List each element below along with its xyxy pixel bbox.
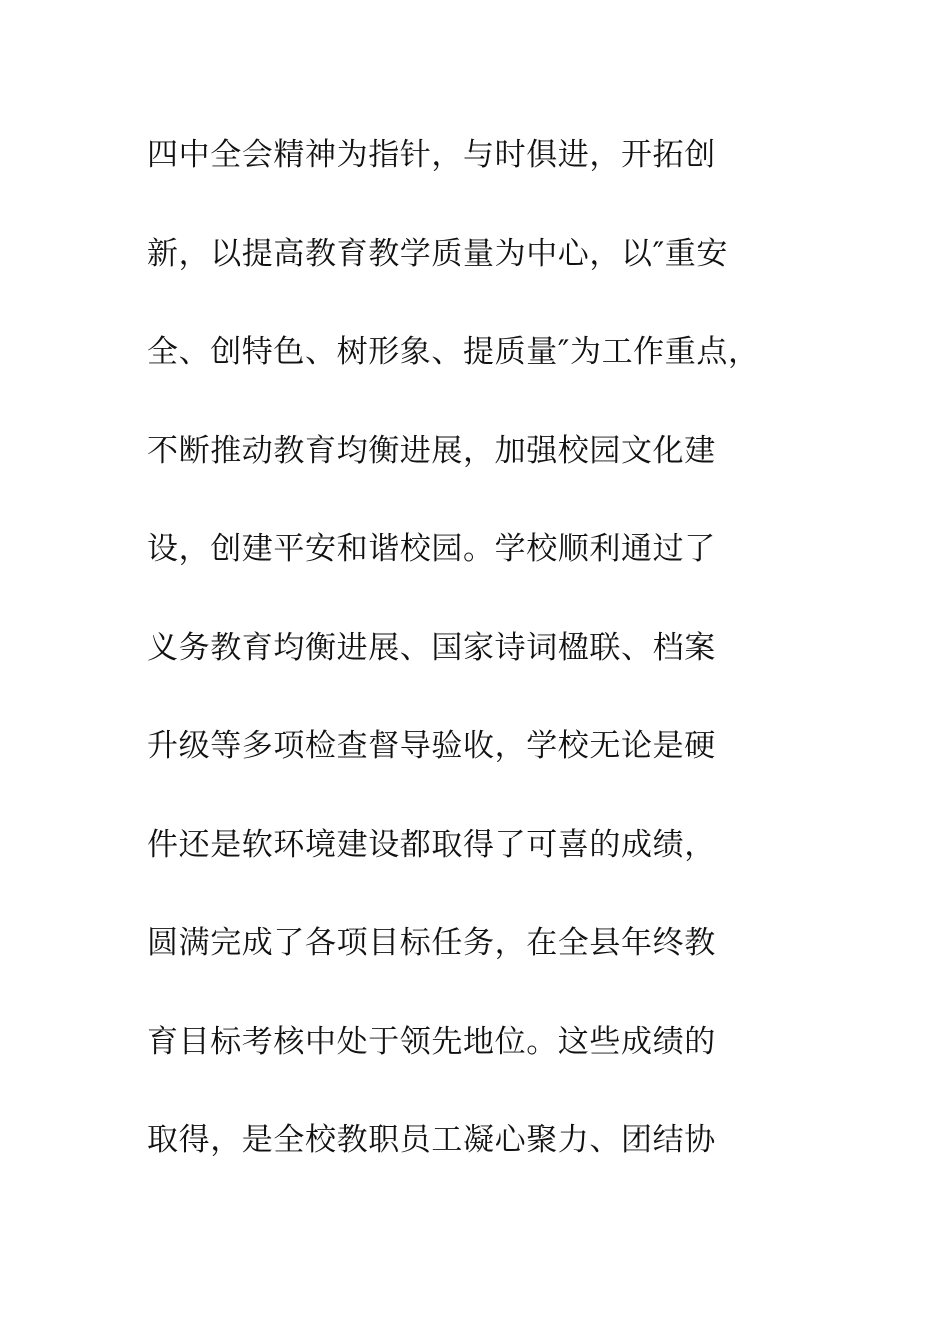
text-line: 件还是软环境建设都取得了可喜的成绩， [147,826,716,863]
text-line: 设，创建平安和谐校园。学校顺利通过了 [147,531,716,567]
text-line: 四中全会精神为指针，与时俱进，开拓创 [147,137,716,173]
text-line: 新，以提高教育教学质量为中心，以″重安 [147,235,728,272]
text-line: 育目标考核中处于领先地位。这些成绩的 [147,1023,716,1060]
text-line: 不断推动教育均衡进展，加强校园文化建 [147,432,716,469]
text-line: 义务教育均衡进展、国家诗词楹联、档案 [147,629,716,666]
text-line: 圆满完成了各项目标任务，在全县年终教 [147,925,716,961]
body-text [147,123,847,1207]
text-line: 取得，是全校教职员工凝心聚力、团结协 [147,1122,716,1158]
text-line: 全、创特色、树形象、提质量″为工作重点， [147,334,760,370]
text-line: 升级等多项检查督导验收，学校无论是硬 [147,728,716,764]
